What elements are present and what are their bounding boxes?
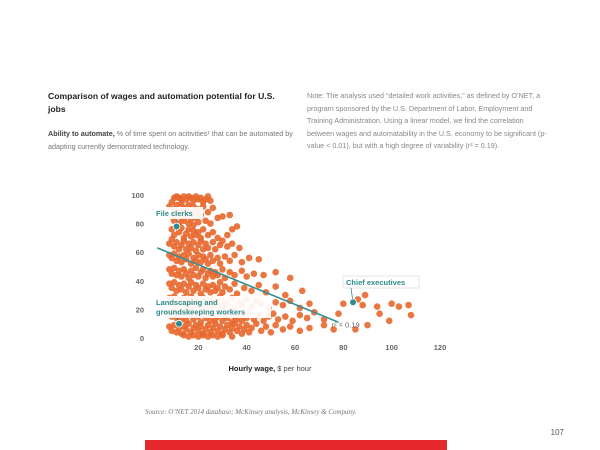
data-point	[321, 322, 328, 329]
data-point	[255, 282, 262, 289]
data-point	[207, 220, 214, 227]
data-point	[231, 252, 238, 259]
data-point	[396, 303, 403, 310]
highlight-label-line: Chief executives	[346, 278, 406, 287]
data-point	[207, 252, 214, 259]
data-point	[297, 328, 304, 335]
data-point	[205, 245, 212, 252]
data-point	[340, 300, 347, 307]
data-point	[226, 212, 233, 219]
r-squared-label: r² = 0.19	[331, 320, 360, 330]
data-point	[200, 226, 207, 233]
x-tick-label: 80	[339, 343, 348, 352]
highlighted-point	[350, 299, 357, 306]
data-point	[297, 312, 304, 319]
data-point	[289, 318, 296, 325]
data-point	[214, 255, 221, 262]
data-point	[217, 260, 224, 267]
data-point	[280, 302, 287, 309]
source-note: Source: O’NET 2014 database; McKinsey analysis, McKinsey & Company.	[145, 408, 357, 416]
data-point	[268, 329, 275, 336]
data-point	[236, 245, 243, 252]
data-point	[304, 315, 311, 322]
data-point	[335, 310, 342, 317]
data-point	[287, 323, 294, 330]
x-axis-label-rest: $ per hour	[275, 364, 312, 373]
data-point	[224, 232, 231, 239]
data-point	[275, 316, 282, 323]
y-tick-label: 60	[135, 248, 144, 258]
highlight-label-line: File clerks	[156, 209, 193, 218]
data-point	[260, 272, 267, 279]
data-point	[287, 275, 294, 282]
data-point	[306, 325, 313, 332]
data-point	[210, 239, 217, 246]
x-axis-label	[229, 364, 312, 373]
chart-title: Comparison of wages and automation potential for U.S. jobs	[48, 91, 275, 114]
data-point	[388, 300, 395, 307]
data-point	[219, 332, 226, 339]
data-point	[255, 256, 262, 263]
highlight-label	[346, 278, 405, 287]
data-point	[239, 259, 246, 266]
data-point	[195, 219, 202, 226]
data-point	[234, 223, 241, 230]
data-point	[239, 267, 246, 274]
data-point	[282, 313, 289, 320]
data-point	[226, 257, 233, 264]
data-point	[386, 318, 393, 325]
data-point	[282, 292, 289, 299]
data-point	[248, 288, 255, 295]
data-point	[272, 283, 279, 290]
data-point	[229, 333, 236, 340]
data-point	[359, 302, 366, 309]
data-point	[280, 326, 287, 333]
data-point	[253, 320, 260, 327]
data-point	[374, 303, 381, 310]
x-tick-label: 120	[433, 343, 447, 352]
subtitle-rest: % of time spent on acitivities¹ that can be automated by adapting currently demonstrated technology.	[48, 129, 293, 151]
highlight-label-line: Landscaping and	[156, 298, 218, 307]
data-point	[272, 322, 279, 329]
subtitle-bold: Ability to automate,	[48, 129, 115, 138]
data-point	[364, 322, 371, 329]
highlight-label-line: groundskeeping workers	[156, 307, 246, 317]
data-point	[405, 302, 412, 309]
highlighted-point	[173, 223, 180, 230]
data-point	[226, 286, 233, 293]
data-point	[207, 197, 214, 204]
y-tick-label: 80	[135, 219, 144, 229]
x-tick-label: 40	[242, 343, 251, 352]
data-point	[229, 240, 236, 247]
data-point	[231, 272, 238, 279]
data-point	[272, 269, 279, 276]
data-point	[408, 312, 415, 319]
analysis-note: Note: The analysis used “detailed work activities,” as defined by O’NET, a program sponsored by the U.S. Department of Labor, Employment and Training Administration. Using a linear model, we find the correlation between wages and automatability in the U.S. economy to be significant (p-value < 0.01), but with a high degree of variability (r² = 0.19).	[307, 91, 547, 150]
data-point	[219, 266, 226, 273]
data-point	[210, 205, 217, 212]
data-point	[306, 300, 313, 307]
highlighted-point	[176, 320, 183, 327]
y-tick-label: 40	[135, 276, 144, 286]
y-tick-label: 100	[131, 191, 144, 200]
x-tick-label: 100	[385, 343, 398, 352]
data-point	[251, 270, 258, 277]
data-point	[246, 255, 253, 262]
data-point	[376, 310, 383, 317]
x-tick-label: 60	[290, 343, 300, 352]
x-axis-label-bold: Hourly wage,	[228, 364, 276, 373]
data-point	[263, 323, 270, 330]
data-point	[219, 237, 226, 244]
data-point	[219, 213, 226, 220]
data-point	[241, 285, 248, 292]
footer-bar	[145, 440, 447, 450]
data-point	[362, 292, 369, 299]
page-number: 107	[550, 428, 564, 437]
data-point	[210, 229, 217, 236]
x-tick-label: 20	[194, 343, 203, 352]
data-point	[272, 299, 279, 306]
data-point	[243, 273, 250, 280]
data-point	[299, 288, 306, 295]
highlight-label	[156, 209, 193, 218]
y-tick-label: 20	[135, 305, 144, 315]
y-tick-label: 0	[139, 334, 144, 343]
